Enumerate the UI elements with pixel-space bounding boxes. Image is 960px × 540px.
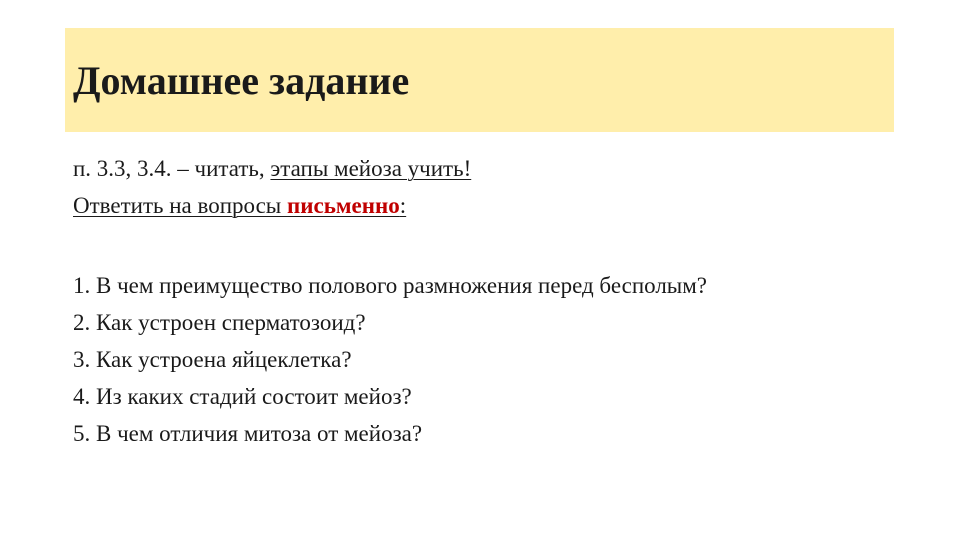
question-item: 5. В чем отличия митоза от мейоза?: [73, 421, 423, 446]
answer-instruction-line: [73, 187, 707, 224]
slide-title: Домашнее задание: [73, 58, 410, 103]
answer-instruction-text: Ответить на вопросы: [73, 193, 288, 218]
spacer: [73, 224, 707, 267]
question-item: 4. Из каких стадий состоит мейоз?: [73, 384, 412, 409]
title-band: [65, 28, 894, 132]
meiosis-stages-underlined: этапы мейоза учить!: [270, 156, 472, 181]
question-item: 3. Как устроена яйцеклетка?: [73, 347, 352, 372]
instruction-colon: :: [399, 193, 407, 218]
reading-assignment-text: п. 3.3, 3.4. – читать,: [73, 156, 271, 181]
question-item: 1. В чем преимущество полового размножения перед бесполым?: [73, 273, 708, 298]
slide-body: [73, 150, 707, 452]
written-emphasis: письменно: [287, 193, 400, 218]
reading-assignment-line: [73, 150, 707, 187]
question-item: 2. Как устроен сперматозоид?: [73, 310, 366, 335]
